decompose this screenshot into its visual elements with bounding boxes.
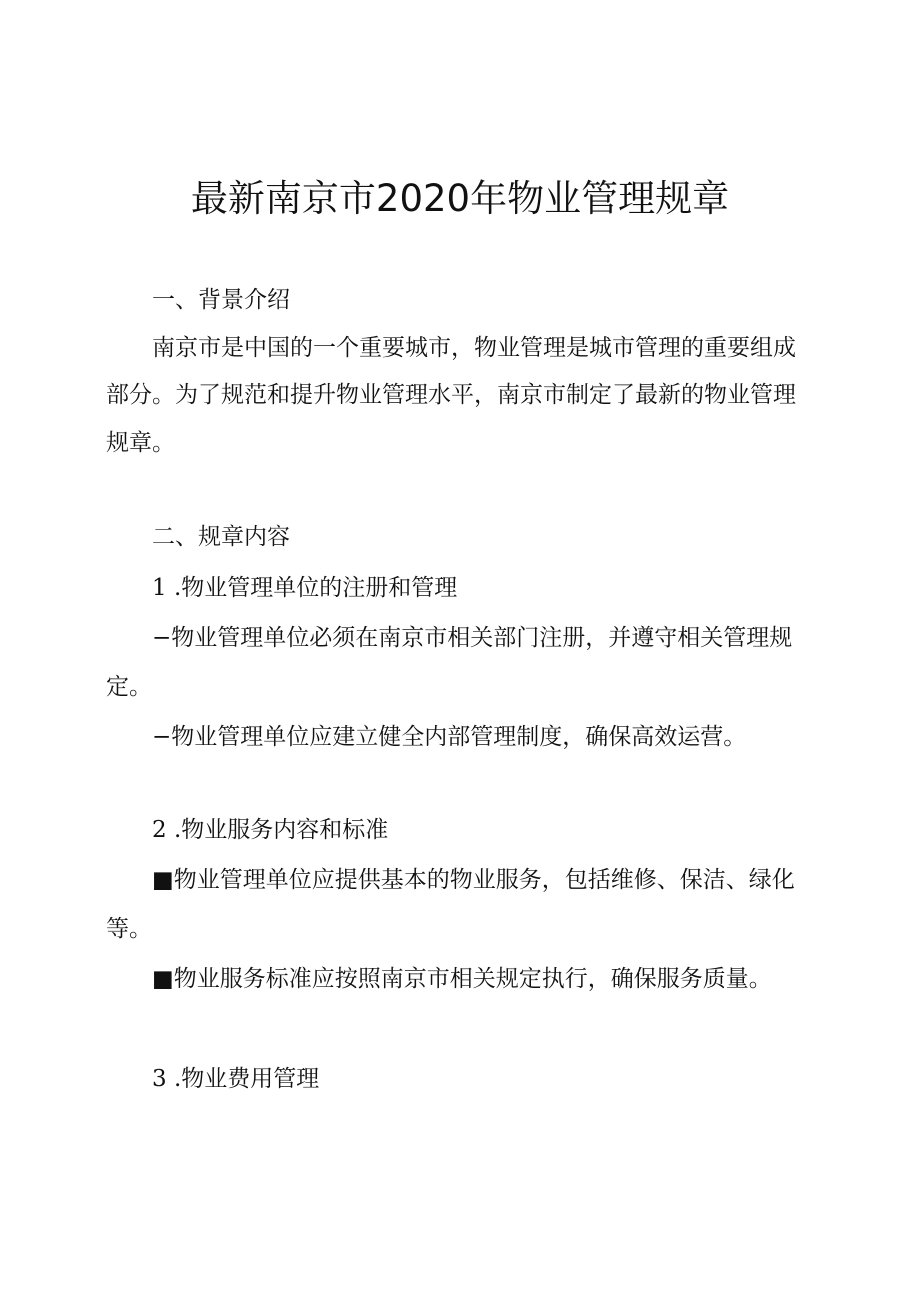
background-paragraph-line-1: 南京市是中国的一个重要城市，物业管理是城市管理的重要组成 — [152, 335, 796, 361]
section-heading-background: 一、背景介绍 — [152, 287, 290, 313]
document-title: 最新南京市2020年物业管理规章 — [190, 177, 730, 220]
background-paragraph-line-2: 部分。为了规范和提升物业管理水平，南京市制定了最新的物业管理 — [106, 382, 796, 408]
item-1-bullet-1-line-1: −物业管理单位必须在南京市相关部门注册，并遵守相关管理规 — [152, 625, 793, 651]
item-1-heading: 1 .物业管理单位的注册和管理 — [152, 575, 458, 601]
section-heading-content: 二、规章内容 — [152, 524, 290, 550]
item-2-heading: 2 .物业服务内容和标准 — [152, 817, 389, 843]
item-2-bullet-1-line-1: ■物业管理单位应提供基本的物业服务，包括维修、保洁、绿化 — [152, 867, 795, 893]
item-2-bullet-1-line-2: 等。 — [106, 916, 152, 942]
item-1-bullet-1-line-2: 定。 — [106, 674, 152, 700]
item-1-bullet-2: −物业管理单位应建立健全内部管理制度，确保高效运营。 — [152, 724, 747, 750]
item-2-bullet-2: ■物业服务标准应按照南京市相关规定执行，确保服务质量。 — [152, 966, 772, 992]
background-paragraph-line-3: 规章。 — [106, 430, 175, 456]
item-3-heading: 3 .物业费用管理 — [152, 1066, 320, 1092]
